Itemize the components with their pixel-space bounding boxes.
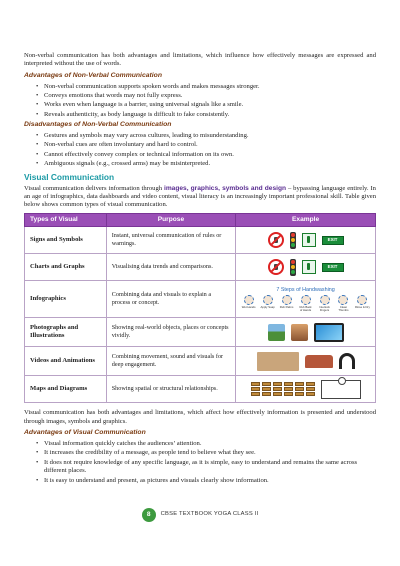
seating-map-icon: [251, 382, 315, 396]
hand-icon: [357, 295, 367, 305]
row-purpose: Showing spatial or structural relationships.: [106, 376, 235, 403]
headphones-icon: [339, 353, 355, 369]
no-phone-sign-icon: [268, 259, 284, 275]
pedestrian-sign-icon: [302, 233, 316, 247]
row-type: Videos and Animations: [25, 347, 107, 376]
list-item: • Visual information quickly catches the audiences’ attention.: [36, 440, 376, 448]
sofa-icon: [305, 355, 333, 368]
hand-icon: [338, 295, 348, 305]
row-type: Infographics: [25, 281, 107, 318]
row-purpose: Combining movement, sound and visuals for deep engagement.: [106, 347, 235, 376]
list-item: • Works even when language is a barrier, using universal signals like a smile.: [36, 101, 376, 109]
infographic-step: Interlock Fingers: [317, 295, 332, 312]
intro-paragraph: Non-verbal communication has both advantages and limitations, which influence how effectively messages are expressed and interpreted without the use of words.: [24, 52, 376, 68]
header-purpose: Purpose: [106, 213, 235, 226]
row-example: [236, 281, 376, 318]
table-row: [25, 347, 376, 376]
row-purpose: Instant, universal communication of rules or warnings.: [106, 227, 235, 254]
exit-sign-icon: EXIT: [322, 263, 344, 272]
row-example: [236, 227, 376, 254]
infographic-step: Apply Soap: [260, 295, 275, 312]
row-purpose: Combining data and visuals to explain a process or concept.: [106, 281, 235, 318]
traffic-light-icon: [290, 259, 296, 276]
row-type: Signs and Symbols: [25, 227, 107, 254]
heading-disadvantages-nonverbal: Disadvantages of Non-Verbal Communication: [24, 121, 172, 129]
page-footer: [0, 508, 400, 522]
hand-icon: [263, 295, 273, 305]
infographic-title: 7 Steps of Handwashing: [276, 286, 335, 293]
landscape-photo-icon: [268, 324, 285, 341]
visual-after-paragraph: Visual communication has both advantages and limitations, which affect how effectively information is presented and understood through images, symbols and graphics.: [24, 409, 376, 425]
visual-text-start: Visual communication delivers information through: [24, 184, 164, 192]
infographic-step: Rub Palms: [279, 295, 294, 312]
row-purpose: Showing real-world objects, places or concepts vividly.: [106, 318, 235, 347]
visual-text-end: – bypassing language entirely. In an age of infographics, data dashboards and video content, visual literacy is an increasingly important professional skill. Table given below shows common types of visual communication.: [24, 184, 376, 209]
heading-advantages-visual: Advantages of Visual Communication: [24, 429, 146, 437]
infographic-step: Rinse & Dry: [355, 295, 370, 312]
table-row: [25, 376, 376, 403]
traffic-light-icon: [290, 232, 296, 249]
tablet-icon: [314, 323, 344, 342]
hand-icon: [282, 295, 292, 305]
row-type: Charts and Graphs: [25, 254, 107, 281]
list-item: • It is easy to understand and present, as pictures and visuals clearly show information.: [36, 477, 376, 485]
list-item: • Cannot effectively convey complex or technical information on its own.: [36, 151, 376, 159]
hand-icon: [301, 295, 311, 305]
no-phone-sign-icon: [268, 232, 284, 248]
row-example: [236, 254, 376, 281]
section-heading-visual: Visual Communication: [24, 171, 115, 182]
pedestrian-sign-icon: [302, 260, 316, 274]
row-purpose: Visualising data trends and comparisons.: [106, 254, 235, 281]
list-item: • It increases the credibility of a message, as people tend to believe what they see.: [36, 449, 376, 457]
table-header-row: [25, 213, 376, 226]
page-number: 8: [142, 508, 156, 522]
visual-types-table: [24, 213, 376, 403]
list-advantages-visual: [36, 440, 376, 485]
infographic-step: Wet Hands: [241, 295, 256, 312]
header-types: Types of Visual: [25, 213, 107, 226]
video-player-icon: [257, 352, 299, 371]
table-row: [25, 318, 376, 347]
row-type: Maps and Diagrams: [25, 376, 107, 403]
list-item: • Reveals authenticity, as body language is difficult to fake consistently.: [36, 111, 376, 119]
row-example: [236, 318, 376, 347]
portrait-photo-icon: [291, 324, 308, 341]
exit-sign-icon: EXIT: [322, 236, 344, 245]
table-row: [25, 254, 376, 281]
infographic-step: Rub Back of Hands: [298, 295, 313, 312]
table-row: [25, 227, 376, 254]
row-example: [236, 347, 376, 376]
list-advantages-nonverbal: [36, 83, 376, 120]
handwashing-infographic: [241, 287, 370, 312]
list-item: • Non-verbal cues are often involuntary and hard to control.: [36, 141, 376, 149]
visual-paragraph: [24, 185, 376, 210]
row-example: [236, 376, 376, 403]
list-item: • It does not require knowledge of any specific language, as it is simple, easy to understand and remains the same across different places.: [36, 459, 376, 476]
circuit-diagram-icon: [321, 380, 361, 399]
visual-highlight: images, graphics, symbols and design: [163, 184, 287, 192]
table-row: [25, 281, 376, 318]
list-item: • Non-verbal communication supports spoken words and makes messages stronger.: [36, 83, 376, 91]
list-item: • Gestures and symbols may vary across cultures, leading to misunderstanding.: [36, 132, 376, 140]
list-disadvantages-nonverbal: [36, 132, 376, 169]
heading-advantages-nonverbal: Advantages of Non-Verbal Communication: [24, 71, 162, 79]
list-item: • Conveys emotions that words may not fully express.: [36, 92, 376, 100]
hand-icon: [244, 295, 254, 305]
header-example: Example: [236, 213, 376, 226]
infographic-step: Clean Thumbs: [336, 295, 351, 312]
list-item: • Ambiguous signals (e.g., crossed arms) may be misinterpreted.: [36, 160, 376, 168]
hand-icon: [320, 295, 330, 305]
row-type: Photographs and Illustrations: [25, 318, 107, 347]
book-title: CBSE TEXTBOOK YOGA CLASS II: [160, 511, 259, 518]
